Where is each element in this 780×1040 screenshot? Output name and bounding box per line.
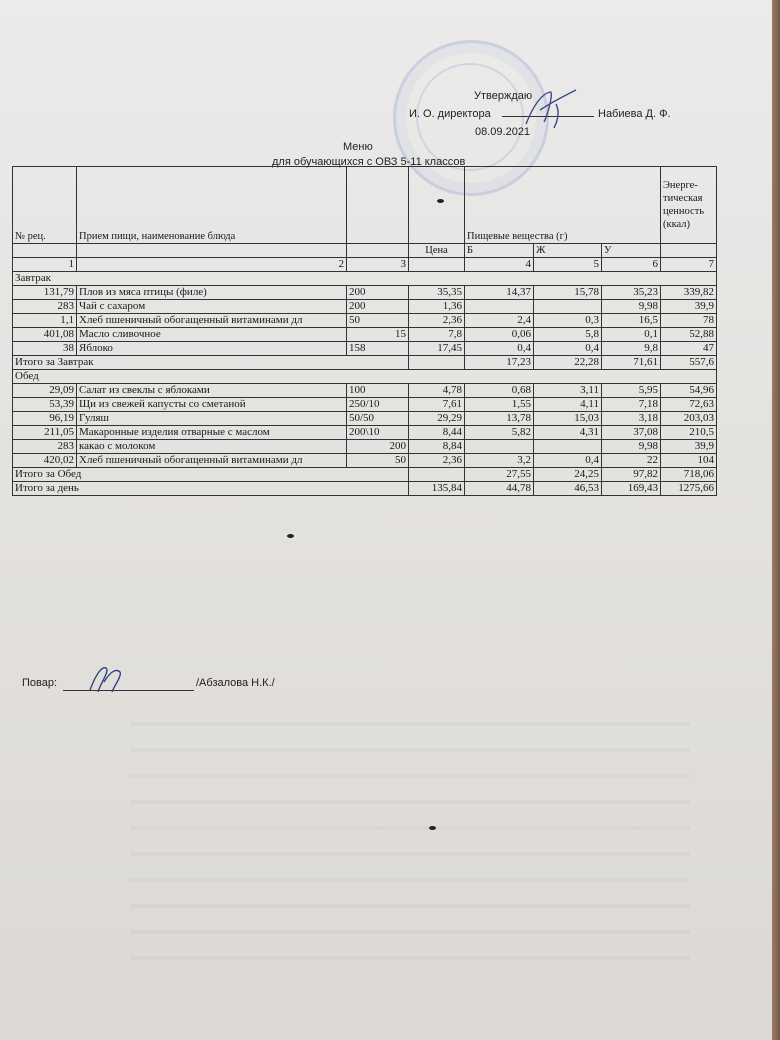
ink-blot bbox=[429, 826, 436, 830]
approval-date: 08.09.2021 bbox=[475, 126, 531, 138]
ink-blot bbox=[287, 534, 294, 538]
bleed-through-text bbox=[130, 700, 690, 980]
table-row: 283 какао с молоком 200 8,84 9,98 39,9 bbox=[13, 440, 717, 454]
director-name: Набиева Д. Ф. bbox=[598, 108, 671, 120]
table-row: 96,19 Гуляш 50/50 29,29 13,78 15,03 3,18 203,03 bbox=[13, 412, 717, 426]
table-row: 29,09 Салат из свеклы с яблоками 100 4,78 0,68 3,11 5,95 54,96 bbox=[13, 384, 717, 398]
lunch-label: Обед bbox=[13, 370, 717, 384]
menu-table bbox=[12, 166, 717, 496]
header-zh: Ж bbox=[534, 244, 602, 258]
approval-heading: Утверждаю bbox=[474, 90, 533, 102]
breakfast-label: Завтрак bbox=[13, 272, 717, 286]
table-row: 53,39 Щи из свежей капусты со сметаной 250/10 7,61 1,55 4,11 7,18 72,63 bbox=[13, 398, 717, 412]
ink-blot bbox=[437, 199, 444, 203]
header-price: Цена bbox=[409, 244, 465, 258]
header-dish: Прием пищи, наименование блюда bbox=[77, 167, 347, 244]
header-b: Б bbox=[465, 244, 534, 258]
table-row: 1,1 Хлеб пшеничный обогащенный витаминами дл 50 2,36 2,4 0,3 16,5 78 bbox=[13, 314, 717, 328]
menu-subtitle: для обучающихся с ОВЗ 5-11 классов bbox=[272, 156, 466, 168]
table-header-row bbox=[13, 167, 717, 244]
cook-signature bbox=[86, 662, 126, 696]
header-recipe: № рец. bbox=[13, 167, 77, 244]
menu-title: Меню bbox=[343, 141, 373, 153]
breakfast-total-row: Итого за Завтрак 17,23 22,28 71,61 557,6 bbox=[13, 356, 717, 370]
header-energy: Энерге-тическая ценность (ккал) bbox=[661, 167, 717, 244]
table-row: 38 Яблоко 158 17,45 0,4 0,4 9,8 47 bbox=[13, 342, 717, 356]
breakfast-section-row bbox=[13, 272, 717, 286]
table-edge bbox=[772, 0, 780, 1040]
cook-signature-line bbox=[63, 690, 194, 691]
lunch-section-row bbox=[13, 370, 717, 384]
day-total-row: Итого за день 135,84 44,78 46,53 169,43 1275,66 bbox=[13, 482, 717, 496]
lunch-total-row: Итого за Обед 27,55 24,25 97,82 718,06 bbox=[13, 468, 717, 482]
header-nutrients: Пищевые вещества (г) bbox=[465, 167, 661, 244]
table-row: 401,08 Масло сливочное 15 7,8 0,06 5,8 0,1 52,88 bbox=[13, 328, 717, 342]
cook-name: /Абзалова Н.К./ bbox=[196, 677, 275, 689]
cook-label: Повар: bbox=[22, 677, 58, 689]
approval-line: И. О. директора bbox=[409, 108, 491, 120]
table-row: 131,79 Плов из мяса птицы (филе) 200 35,35 14,37 15,78 35,23 339,82 bbox=[13, 286, 717, 300]
numbering-row: 1 2 3 4 5 6 7 bbox=[13, 258, 717, 272]
table-row: 211,05 Макаронные изделия отварные с маслом 200\10 8,44 5,82 4,31 37,08 210,5 bbox=[13, 426, 717, 440]
table-row: 283 Чай с сахаром 200 1,36 9,98 39,9 bbox=[13, 300, 717, 314]
table-subheader-row bbox=[13, 244, 717, 258]
header-u: У bbox=[602, 244, 661, 258]
table-row: 420,02 Хлеб пшеничный обогащенный витаминами дл 50 2,36 3,2 0,4 22 104 bbox=[13, 454, 717, 468]
